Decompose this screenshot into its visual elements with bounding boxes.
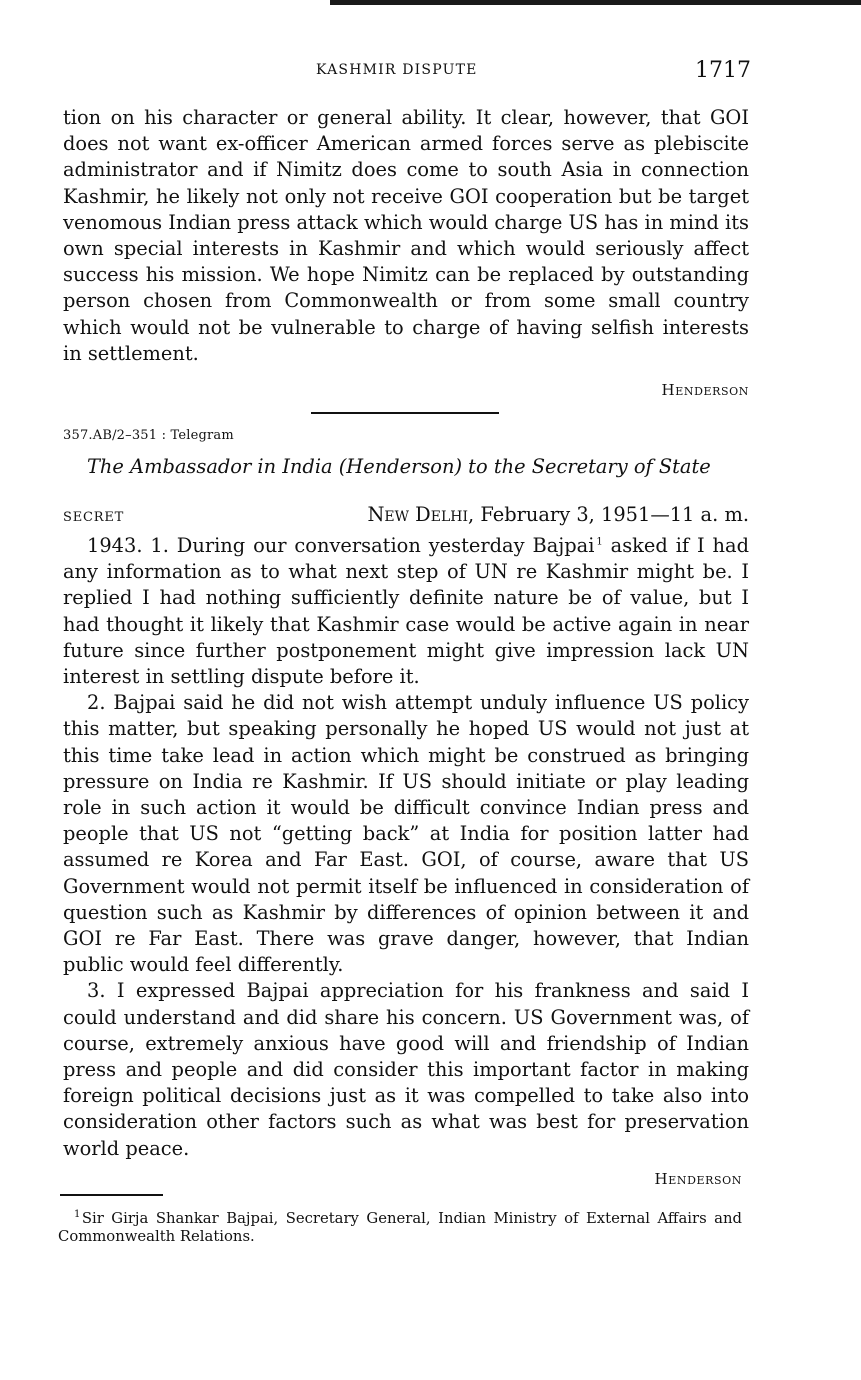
- footnote-text: Sir Girja Shankar Bajpai, Secretary General, Indian Ministry of External Affairs and Commonwealth Relations.: [58, 1210, 742, 1245]
- dateline-date: February 3, 1951—11 a. m.: [480, 503, 749, 526]
- signature-henderson-first: Henderson: [661, 381, 749, 399]
- running-head: KASHMIR DISPUTE: [316, 62, 478, 78]
- classification-label: SECRET: [63, 510, 125, 525]
- dateline: [367, 503, 749, 526]
- paragraph-1: [63, 533, 749, 690]
- signature-henderson-second: Henderson: [654, 1170, 742, 1188]
- file-reference: 357.AB/2–351 : Telegram: [63, 428, 234, 443]
- page-number: 1717: [695, 58, 751, 83]
- footnote-rule: [60, 1194, 163, 1196]
- telegram-body: [63, 533, 749, 1162]
- footnote-marker: 1: [74, 1209, 81, 1221]
- paragraph-2: 2. Bajpai said he did not wish attempt unduly influence US policy this matter, but speaking personally he hoped US would not just at this time take lead in action which might be construed as bringing pressure on India re Kashmir. If US should initiate or play leading role in such action it would be difficult convince Indian press and people that US not “getting back” at India for position latter had assumed re Korea and Far East. GOI, of course, aware that US Government would not permit itself be influenced in consideration of question such as Kashmir by differences of opinion between it and GOI re Far East. There was grave danger, however, that Indian public would feel differently.: [63, 691, 749, 977]
- dateline-city: New Delhi,: [367, 503, 475, 526]
- document-title: The Ambassador in India (Henderson) to the Secretary of State: [87, 455, 711, 478]
- paragraph-1-start: 1943. 1. During our conversation yesterday Bajpai: [87, 534, 595, 557]
- continued-paragraph: tion on his character or general ability. It clear, however, that GOI does not want ex-officer American armed forces serve as plebiscite administrator and if Nimitz does come to south Asia in connection Kashmir, he likely not only not receive GOI cooperation but be target venomous Indian press attack which would charge US has in mind its own special interests in Kashmir and which would seriously affect success his mission. We hope Nimitz can be replaced by outstanding person chosen from Commonwealth or from some small country which would not be vulnerable to charge of having selfish interests in settlement.: [63, 106, 749, 365]
- footnote-reference: 1: [596, 536, 603, 548]
- paragraph-1-rest: asked if I had any information as to what next step of UN re Kashmir might be. I replied I had nothing sufficiently definite nature be of value, but I had thought it likely that Kashmir case would be active again in near future since further postponement might give impression lack UN interest in settling dispute before it.: [63, 534, 749, 689]
- footnote: [58, 1210, 742, 1246]
- continued-text-block: [63, 105, 749, 367]
- paragraph-3: 3. I expressed Bajpai appreciation for his frankness and said I could understand and did share his concern. US Government was, of course, extremely anxious have good will and friendship of Indian press and people and did consider this important factor in making foreign political decisions just as it was compelled to take also into consideration other factors such as what was best for preservation world peace.: [63, 979, 749, 1160]
- page-top-edge: [330, 0, 861, 5]
- section-divider: [311, 412, 499, 414]
